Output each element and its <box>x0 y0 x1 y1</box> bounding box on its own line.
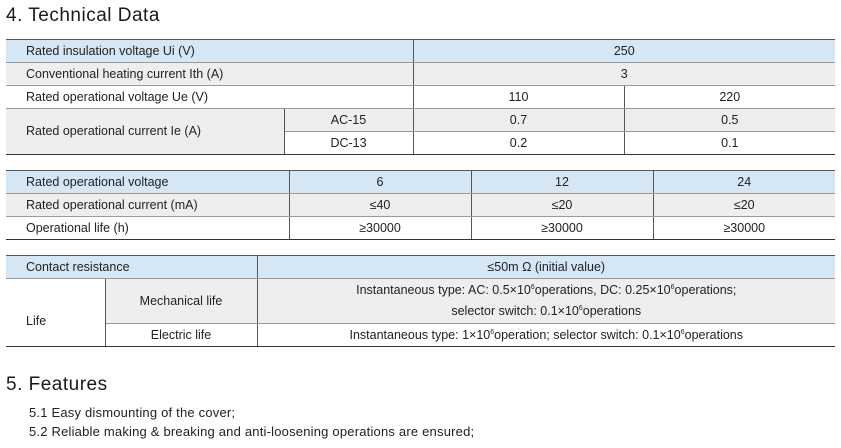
operational-voltage-220: 220 <box>624 86 835 109</box>
table-row <box>6 194 835 217</box>
life-6v: ≥30000 <box>289 217 471 240</box>
ac15-value-110: 0.7 <box>413 109 624 132</box>
contact-resistance-label: Contact resistance <box>6 256 257 279</box>
mechanical-life-line2: selector switch: $0.1\times 10^6operations$ <box>451 304 642 318</box>
insulation-voltage-value: 250 <box>413 40 835 63</box>
voltage-12: 12 <box>471 171 653 194</box>
heating-current-value: 3 <box>413 63 835 86</box>
feature-item: 5.2 Reliable making & breaking and anti-loosening operations are ensured; <box>29 424 475 439</box>
table-row <box>6 63 835 86</box>
ac15-value-220: 0.5 <box>624 109 835 132</box>
contact-resistance-value: ≤50m Ω (initial value) <box>257 256 835 279</box>
electric-life-value: Instantaneous type: $1\times 10^6operation$; selector switch: $0.1\times 10^6operations$ <box>257 324 835 347</box>
table-row <box>6 279 835 324</box>
voltage-label: Rated operational voltage <box>6 171 289 194</box>
operational-voltage-110: 110 <box>413 86 624 109</box>
insulation-voltage-label: Rated insulation voltage Ui (V) <box>6 40 413 63</box>
technical-data-heading: 4. Technical Data <box>6 5 160 26</box>
voltage-life-table <box>6 170 835 240</box>
rated-values-table <box>6 39 835 155</box>
current-ma-label: Rated operational current (mA) <box>6 194 289 217</box>
current-12v: ≤20 <box>471 194 653 217</box>
ac15-label: AC-15 <box>284 109 413 132</box>
contact-life-table <box>6 255 835 347</box>
voltage-6: 6 <box>289 171 471 194</box>
features-heading: 5. Features <box>6 374 108 395</box>
life-12v: ≥30000 <box>471 217 653 240</box>
heating-current-label: Conventional heating current Ith (A) <box>6 63 413 86</box>
table-row <box>6 324 835 347</box>
table-row <box>6 40 835 63</box>
operational-voltage-label: Rated operational voltage Ue (V) <box>6 86 413 109</box>
table-row <box>6 171 835 194</box>
table-row <box>6 256 835 279</box>
electric-life-label: Electric life <box>105 324 257 347</box>
feature-item: 5.1 Easy dismounting of the cover; <box>29 405 236 420</box>
dc13-value-220: 0.1 <box>624 132 835 155</box>
mechanical-life-label: Mechanical life <box>105 279 257 324</box>
table-row <box>6 109 835 132</box>
table-row <box>6 217 835 240</box>
current-24v: ≤20 <box>653 194 835 217</box>
current-6v: ≤40 <box>289 194 471 217</box>
life-label: Life <box>6 279 105 347</box>
life-24v: ≥30000 <box>653 217 835 240</box>
dc13-value-110: 0.2 <box>413 132 624 155</box>
mechanical-life-value <box>257 279 835 324</box>
table-row <box>6 86 835 109</box>
dc13-label: DC-13 <box>284 132 413 155</box>
mechanical-life-line1: Instantaneous type: AC: $0.5\times 10^6operations$, DC: $0.25\times 10^6operations$; <box>356 283 737 297</box>
voltage-24: 24 <box>653 171 835 194</box>
operational-life-label: Operational life (h) <box>6 217 289 240</box>
operational-current-label: Rated operational current Ie (A) <box>6 109 284 155</box>
